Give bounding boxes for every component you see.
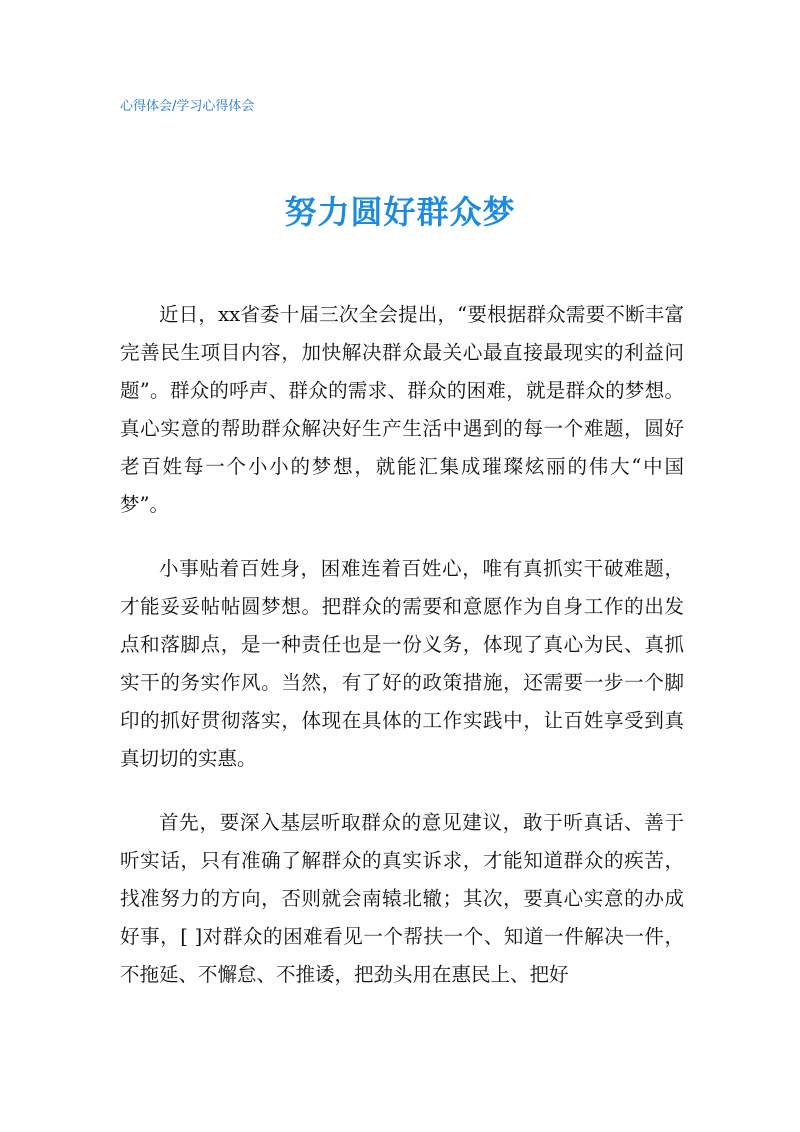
breadcrumb: 心得体会/学习心得体会	[120, 99, 255, 114]
document-body	[120, 296, 684, 1020]
paragraph-3: 首先，要深入基层听取群众的意见建议，敢于听真话、善于听实话，只有准确了解群众的真实诉求，才能知道群众的疾苦，找准努力的方向，否则就会南辕北辙；其次，要真心实意的办成好事，[ ]对群众的困难看见一个帮扶一个、知道一件解决一件，不拖延、不懈怠、不推诿，把劲头用在惠民上、把好	[120, 811, 684, 986]
page-title: 努力圆好群众梦	[284, 193, 516, 231]
paragraph-1: 近日，xx省委十届三次全会提出，“要根据群众需要不断丰富完善民生项目内容，加快解决群众最关心最直接最现实的利益问题”。群众的呼声、群众的需求、群众的困难，就是群众的梦想。真心实意的帮助群众解决好生产生活中遇到的每一个难题，圆好老百姓每一个小小的梦想，就能汇集成璀璨炫丽的伟大“中国梦”。	[120, 303, 684, 516]
paragraph-2: 小事贴着百姓身，困难连着百姓心，唯有真抓实干破难题，才能妥妥帖帖圆梦想。把群众的需要和意愿作为自身工作的出发点和落脚点，是一种责任也是一份义务，体现了真心为民、真抓实干的务实作风。当然，有了好的政策措施，还需要一步一个脚印的抓好贯彻落实，体现在具体的工作实践中，让百姓享受到真真切切的实惠。	[120, 557, 684, 770]
